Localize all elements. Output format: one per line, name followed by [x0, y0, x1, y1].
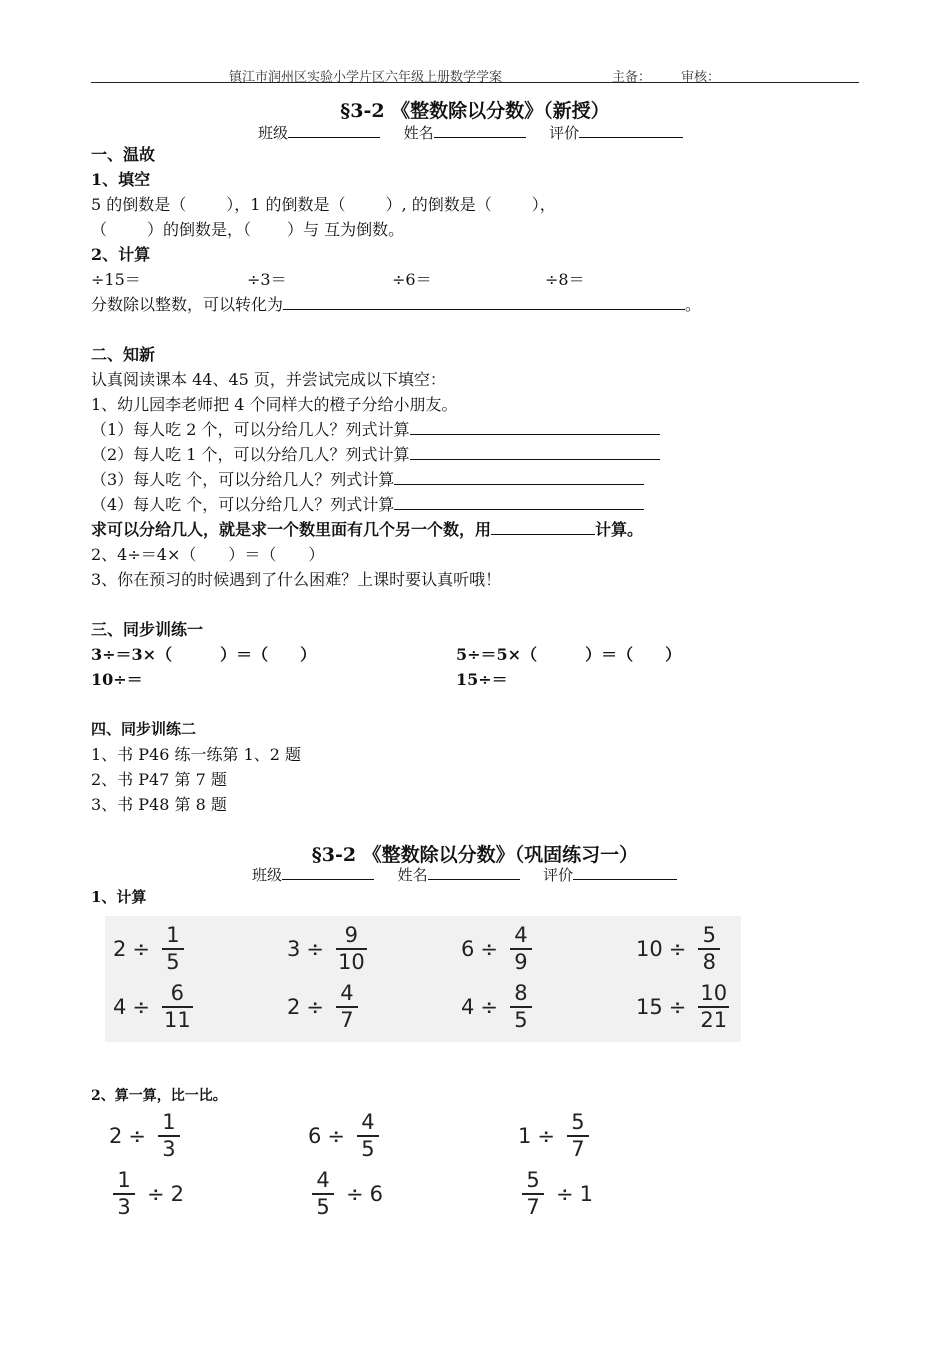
numerator: 1 — [162, 1110, 176, 1134]
divide-sign: ÷ — [668, 937, 687, 961]
divide-sign: ÷ — [556, 1182, 574, 1206]
q1-expr-4 — [636, 925, 726, 973]
calc-item-4: ÷8＝ — [545, 270, 585, 289]
conclusion-blank[interactable] — [283, 295, 685, 310]
sec1-q1-title: 1、填空 — [91, 170, 151, 189]
numerator: 5 — [571, 1110, 585, 1134]
header-review-label: 审核： — [681, 70, 721, 85]
practice-title: §3-2 《整数除以分数》（巩固练习一） — [311, 844, 639, 866]
practice-eval-label: 评价 — [543, 866, 574, 884]
whole-number: 1 — [579, 1182, 593, 1206]
denominator: 5 — [514, 1008, 528, 1032]
practice-q1-title: 1、计算 — [91, 888, 147, 906]
divide-sign: ÷ — [132, 995, 150, 1019]
fraction — [510, 983, 532, 1031]
denominator: 11 — [163, 1008, 191, 1032]
whole-number: 6 — [369, 1182, 383, 1206]
sec3-row2-left: 10÷＝ — [91, 670, 143, 689]
q2-top-3 — [518, 1112, 595, 1160]
item-4-blank[interactable] — [394, 495, 644, 510]
numerator: 4 — [361, 1110, 375, 1134]
item-3-text: （3）每人吃 个，可以分给几人？列式计算 — [91, 470, 395, 489]
class-field[interactable] — [288, 123, 380, 138]
practice-name-label: 姓名 — [397, 866, 428, 884]
calc-item-3: ÷6＝ — [392, 270, 432, 289]
q2-top-1 — [109, 1112, 186, 1160]
lesson-info-row — [258, 122, 683, 143]
numerator: 6 — [170, 981, 185, 1005]
whole-number: 3 — [287, 937, 301, 961]
conclusion-end: 。 — [685, 295, 702, 314]
denominator: 9 — [514, 950, 528, 974]
fraction — [113, 1170, 135, 1218]
q1-text-g: ）与 互为倒数。 — [287, 220, 405, 239]
divide-sign: ÷ — [327, 1124, 345, 1148]
q1-expr-6 — [287, 983, 364, 1031]
item-4-text: （4）每人吃 个，可以分给几人？列式计算 — [91, 495, 395, 514]
divide-sign: ÷ — [346, 1182, 364, 1206]
practice-class-label: 班级 — [252, 866, 283, 884]
fraction — [698, 925, 720, 973]
rule-blank[interactable] — [491, 520, 595, 535]
denominator: 7 — [340, 1008, 354, 1032]
q1-expr-1 — [113, 925, 190, 973]
fraction — [567, 1112, 589, 1160]
practice-class-field[interactable] — [282, 865, 374, 880]
practice-q2-title: 2、算一算，比一比。 — [91, 1088, 227, 1104]
fraction — [336, 925, 367, 973]
q2-bottom-1 — [107, 1170, 184, 1218]
conclusion-text: 分数除以整数，可以转化为 — [91, 295, 284, 314]
eval-label: 评价 — [549, 124, 580, 142]
sec2-q1: 1、幼儿园李老师把 4 个同样大的橙子分给小朋友。 — [91, 395, 458, 414]
q1-text-d: ）， — [531, 195, 556, 214]
numerator: 9 — [344, 923, 359, 947]
fraction — [312, 1170, 334, 1218]
sec4-item-2: 2、书 P47 第 7 题 — [91, 770, 227, 789]
sec3-row2-right: 15÷＝ — [456, 670, 508, 689]
whole-number: 4 — [113, 995, 127, 1019]
whole-number: 4 — [461, 995, 475, 1019]
sec2-intro: 认真阅读课本 44、45 页，并尝试完成以下填空： — [91, 370, 446, 389]
q2-bottom-3 — [516, 1170, 593, 1218]
q1-expr-7 — [461, 983, 538, 1031]
denominator: 10 — [337, 950, 365, 974]
sec2-item-3 — [91, 467, 644, 490]
denominator: 7 — [571, 1137, 585, 1161]
sec2-item-2 — [91, 442, 660, 465]
denominator: 7 — [526, 1195, 540, 1219]
numerator: 5 — [526, 1168, 540, 1192]
lesson-title: §3-2 《整数除以分数》（新授） — [340, 100, 610, 122]
denominator: 8 — [702, 950, 717, 974]
sec1-q1-line1 — [91, 192, 556, 215]
q2-bottom-2 — [306, 1170, 383, 1218]
class-label: 班级 — [258, 124, 289, 142]
numerator: 4 — [316, 1168, 330, 1192]
whole-number: 2 — [113, 937, 127, 961]
fraction — [162, 983, 193, 1031]
item-2-blank[interactable] — [410, 445, 660, 460]
q1-expr-3 — [461, 925, 538, 973]
denominator: 5 — [316, 1195, 330, 1219]
fraction — [698, 983, 729, 1031]
fraction — [158, 1112, 180, 1160]
item-1-blank[interactable] — [410, 420, 660, 435]
divide-sign: ÷ — [128, 1124, 146, 1148]
whole-number: 2 — [287, 995, 301, 1019]
fraction — [162, 925, 184, 973]
sec2-item-4 — [91, 492, 644, 515]
denominator: 21 — [700, 1008, 728, 1032]
divide-sign: ÷ — [306, 937, 324, 961]
rule-end: 计算。 — [595, 520, 644, 539]
q1-text-b: ），1 的倒数是（ — [226, 195, 346, 214]
sec2-q3: 3、你在预习的时候遇到了什么困难？上课时要认真听哦！ — [91, 570, 502, 589]
header-school: 镇江市润州区实验小学片区六年级上册数学学案 — [229, 70, 503, 85]
fraction — [522, 1170, 544, 1218]
practice-eval-field[interactable] — [573, 865, 677, 880]
divide-sign: ÷ — [668, 995, 687, 1019]
sec1-conclusion — [91, 292, 701, 315]
header-author-label: 主备： — [612, 70, 652, 85]
sec2-rule — [91, 517, 643, 540]
sec1-q1-line2 — [91, 217, 404, 240]
whole-number: 10 — [636, 937, 663, 961]
denominator: 5 — [361, 1137, 375, 1161]
item-1-text: （1）每人吃 2 个，可以分给几人？列式计算 — [91, 420, 410, 439]
divide-sign: ÷ — [147, 1182, 165, 1206]
calc-item-2: ÷3＝ — [247, 270, 287, 289]
sec2-heading: 二、知新 — [91, 345, 156, 364]
divide-sign: ÷ — [480, 937, 498, 961]
fraction — [357, 1112, 379, 1160]
practice-info-row — [252, 864, 677, 885]
divide-sign: ÷ — [132, 937, 150, 961]
q1-text-c: ）, 的倒数是（ — [385, 195, 492, 214]
numerator: 8 — [514, 981, 528, 1005]
q1-expr-2 — [287, 925, 373, 973]
fraction — [510, 925, 532, 973]
q1-text-e: （ — [91, 220, 108, 239]
whole-number: 6 — [461, 937, 475, 961]
denominator: 3 — [162, 1137, 176, 1161]
item-3-blank[interactable] — [394, 470, 644, 485]
name-field[interactable] — [434, 123, 526, 138]
practice-name-field[interactable] — [428, 865, 520, 880]
denominator: 3 — [117, 1195, 131, 1219]
eval-field[interactable] — [579, 123, 683, 138]
sec3-row1-left: 3÷＝3×（ ）＝（ ） — [91, 645, 317, 664]
divide-sign: ÷ — [537, 1124, 555, 1148]
sec1-heading: 一、温故 — [91, 145, 156, 164]
denominator: 5 — [166, 950, 180, 974]
numerator: 5 — [702, 923, 717, 947]
sec4-item-1: 1、书 P46 练一练第 1、2 题 — [91, 745, 302, 764]
whole-number: 6 — [308, 1124, 322, 1148]
numerator: 1 — [117, 1168, 131, 1192]
numerator: 1 — [166, 923, 180, 947]
sec4-heading: 四、同步训练二 — [91, 720, 197, 738]
fraction — [336, 983, 358, 1031]
whole-number: 15 — [636, 995, 663, 1019]
sec4-item-3: 3、书 P48 第 8 题 — [91, 795, 227, 814]
whole-number: 2 — [109, 1124, 123, 1148]
sec3-row1-right: 5÷＝5×（ ）＝（ ） — [456, 645, 682, 664]
sec1-q2-title: 2、计算 — [91, 245, 151, 264]
numerator: 4 — [340, 981, 354, 1005]
q1-expr-5 — [113, 983, 199, 1031]
sec3-heading: 三、同步训练一 — [91, 620, 204, 639]
numerator: 4 — [514, 923, 528, 947]
name-label: 姓名 — [403, 124, 434, 142]
item-2-text: （2）每人吃 1 个，可以分给几人？列式计算 — [91, 445, 410, 464]
q2-top-2 — [308, 1112, 385, 1160]
divide-sign: ÷ — [480, 995, 498, 1019]
sec2-item-1 — [91, 417, 660, 440]
numerator: 10 — [700, 981, 728, 1005]
q1-text-a: 5 的倒数是（ — [91, 195, 187, 214]
header-rule — [91, 82, 859, 83]
rule-text: 求可以分给几人，就是求一个数里面有几个另一个数，用 — [91, 520, 492, 539]
whole-number: 1 — [518, 1124, 532, 1148]
sec2-q2: 2、4÷＝4×（ ）＝（ ） — [91, 545, 325, 564]
whole-number: 2 — [170, 1182, 184, 1206]
calc-item-1: ÷15＝ — [91, 270, 141, 289]
q1-text-f: ）的倒数是，（ — [147, 220, 252, 239]
divide-sign: ÷ — [306, 995, 324, 1019]
q1-expr-8 — [636, 983, 735, 1031]
